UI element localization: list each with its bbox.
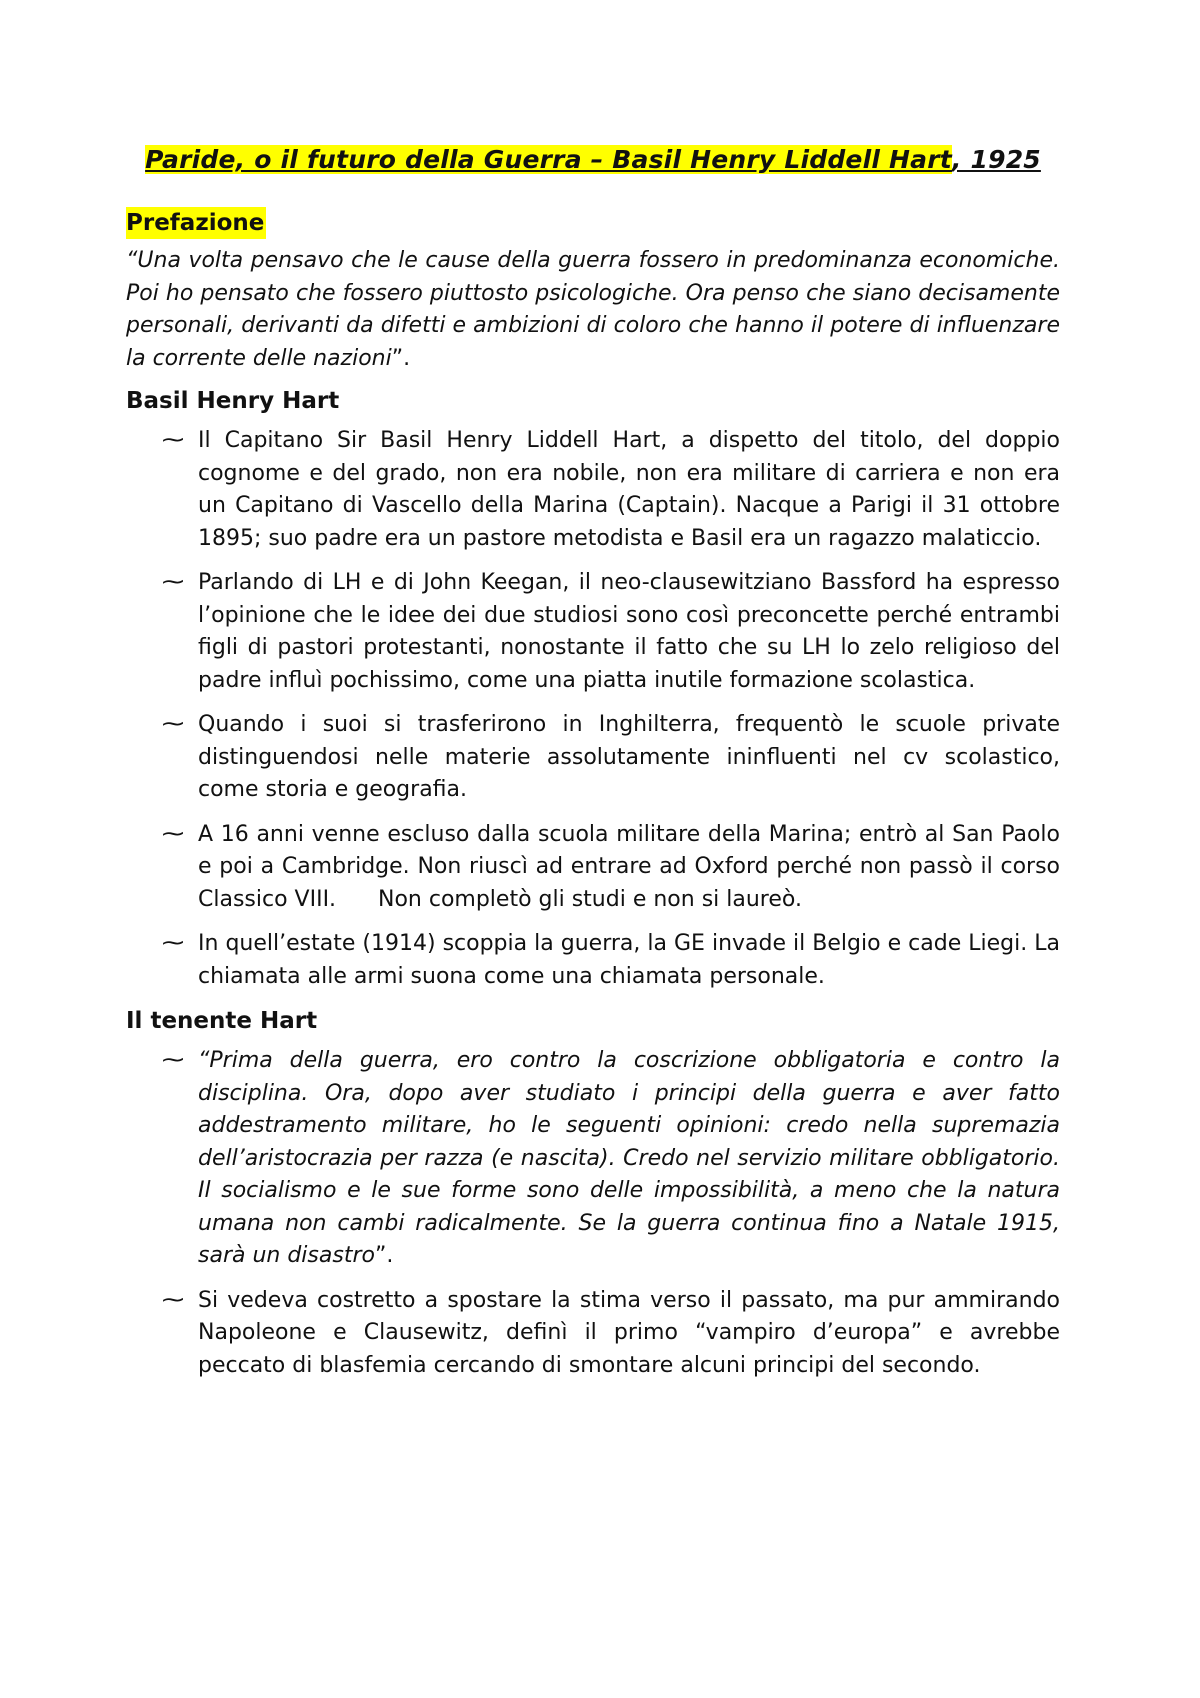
tenente-quote-end: ”. (374, 1243, 394, 1268)
list-item-text: In quell’estate (1914) scoppia la guerra, la GE invade il Belgio e cade Liegi. La chiamata alle armi suona come una chiamata personale. (198, 931, 1060, 989)
heading-basil-henry-hart: Basil Henry Hart (126, 388, 340, 414)
prefazione-quote-end: ”. (391, 345, 411, 371)
list-item (126, 928, 1060, 993)
tilde-bullet-icon: ⁓ (162, 821, 184, 847)
tilde-bullet-icon: ⁓ (162, 931, 184, 956)
list-item (126, 709, 1060, 807)
list-item (126, 1045, 1060, 1273)
heading-prefazione: Prefazione (126, 207, 266, 239)
section-basil (126, 385, 1067, 993)
title-year: , 1925 (951, 145, 1041, 174)
section-tenente (126, 1005, 1060, 1382)
prefazione-quote (126, 245, 1060, 375)
list-item (126, 567, 1060, 697)
basil-list (126, 425, 1067, 993)
list-item-text: A 16 anni venne escluso dalla scuola militare della Marina; entrò al San Paolo e poi a Cambridge. Non riuscì ad entrare ad Oxford perché non passò il corso Classico VIII. Non completò gli studi e non si laureò. (198, 821, 1067, 912)
tenente-quote-text: “Prima della guerra, ero contro la coscrizione obbligatoria e contro la disciplina. Ora, dopo aver studiato i principi della guerra e aver fatto addestramento militare, ho le seguenti opinioni: credo nella supremazia dell’aristocrazia per razza (e nascita). Credo nel servizio militare obbligatorio. Il socialismo e le sue forme sono delle impossibilità, a meno che la natura umana non cambi radicalmente. Se la guerra continua fino a Natale 1915, sarà un disastro (198, 1048, 1060, 1268)
list-item (126, 425, 1060, 555)
list-item-text: Quando i suoi si trasferirono in Inghilterra, frequentò le scuole private distinguendosi nelle materie assolutamente ininfluenti nel cv scolastico, come storia e geografia. (198, 712, 1060, 802)
prefazione-quote-text: “Una volta pensavo che le cause della guerra fossero in predominanza economiche. Poi ho pensato che fossero piuttosto psicologiche. Ora penso che siano decisamente personali, derivanti da difetti e ambizioni di coloro che hanno il potere di influenzare la corrente delle nazioni (126, 248, 1060, 371)
tilde-bullet-icon: ⁓ (162, 428, 184, 453)
tilde-bullet-icon: ⁓ (162, 1287, 184, 1313)
title-highlighted: Paride, o il futuro della Guerra – Basil Henry Liddell Hart (145, 145, 952, 174)
tilde-bullet-icon: ⁓ (162, 1048, 184, 1073)
heading-il-tenente-hart: Il tenente Hart (126, 1008, 318, 1034)
tilde-bullet-icon: ⁓ (162, 712, 184, 737)
section-prefazione (126, 207, 1060, 375)
tenente-list (126, 1045, 1060, 1382)
document-title (126, 143, 1060, 177)
list-item-text: Si vedeva costretto a spostare la stima verso il passato, ma pur ammirando Napoleone e Clausewitz, definì il primo “vampiro d’europa” e avrebbe peccato di blasfemia cercando di smontare alcuni principi del secondo. (198, 1287, 1060, 1378)
list-item (126, 819, 1067, 917)
list-item-text: Parlando di LH e di John Keegan, il neo-clausewitziano Bassford ha espresso l’opinione che le idee dei due studiosi sono così preconcette perché entrambi figli di pastori protestanti, nonostante il fatto che su LH lo zelo religioso del padre influì pochissimo, come una piatta inutile formazione scolastica. (198, 570, 1060, 693)
list-item (126, 1285, 1060, 1383)
quote-item-text (198, 1045, 1060, 1273)
tilde-bullet-icon: ⁓ (162, 570, 184, 595)
list-item-text: Il Capitano Sir Basil Henry Liddell Hart, a dispetto del titolo, del doppio cognome e del grado, non era nobile, non era militare di carriera e non era un Capitano di Vascello della Marina (Captain). Nacque a Parigi il 31 ottobre 1895; suo padre era un pastore metodista e Basil era un ragazzo malaticcio. (198, 428, 1060, 551)
